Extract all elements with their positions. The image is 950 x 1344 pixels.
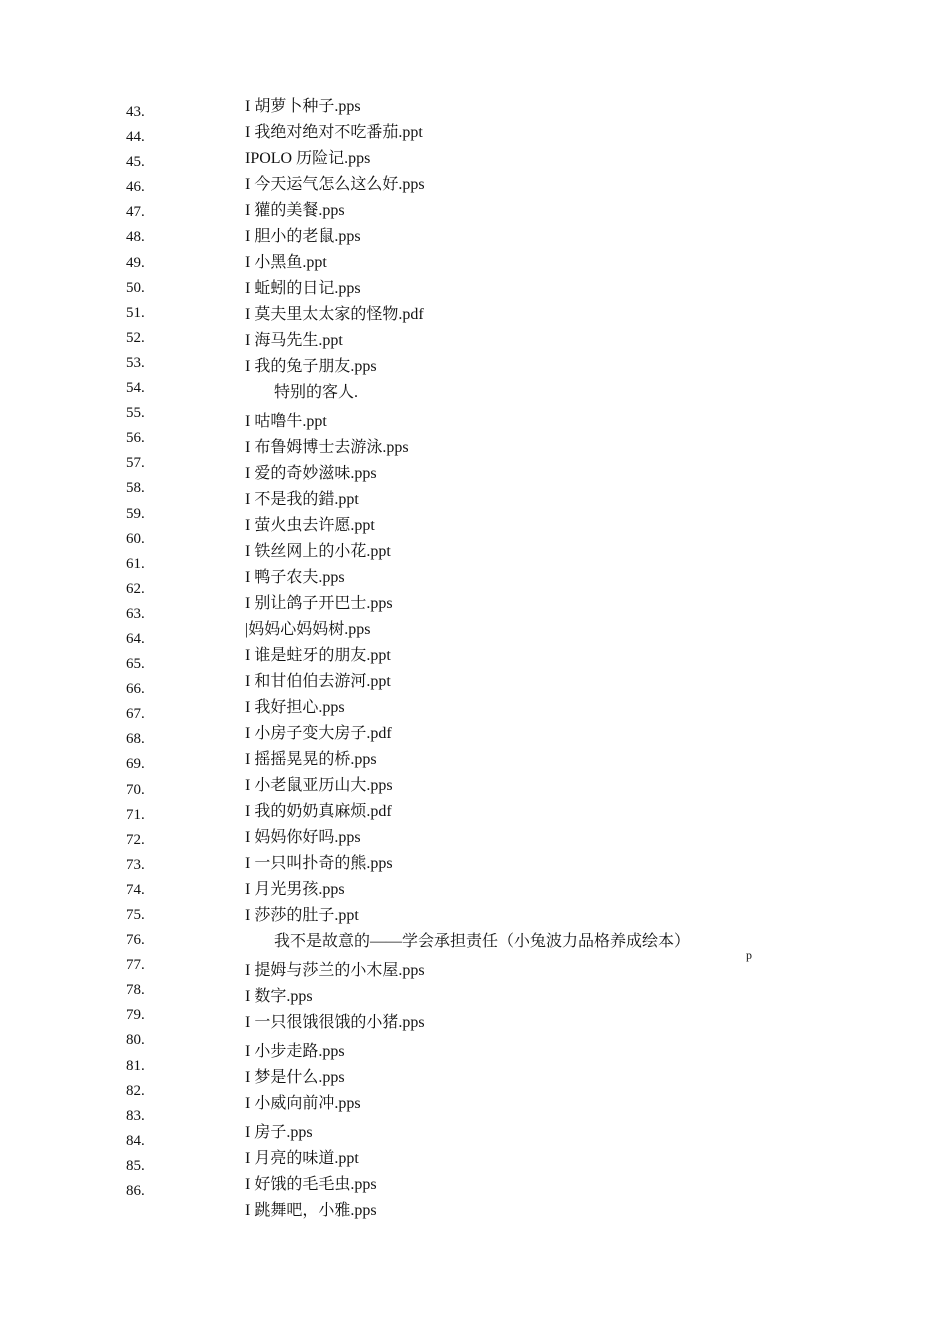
file-list: [245, 94, 725, 1224]
list-item: I 数字.pps: [245, 988, 313, 1005]
line-number: 75.: [126, 907, 145, 923]
line-number: 44.: [126, 129, 145, 146]
line-number: 70.: [126, 781, 145, 798]
list-item: I 海马先生.ppt: [245, 332, 343, 349]
list-item: I 不是我的錯.ppt: [245, 491, 359, 508]
line-number: 49.: [126, 254, 145, 271]
line-number: 64.: [126, 630, 145, 647]
line-number: 85.: [126, 1157, 145, 1174]
line-number: 69.: [126, 756, 145, 773]
list-item: I 鸭子农夫.pps: [245, 569, 345, 586]
line-number: 63.: [126, 605, 145, 622]
line-number: 65.: [126, 656, 145, 673]
line-number: 60.: [126, 530, 145, 547]
list-item: I 妈妈你好吗.pps: [245, 829, 361, 846]
list-item: I 和甘伯伯去游河.ppt: [245, 673, 391, 690]
line-number: 58.: [126, 480, 145, 497]
list-item: I 萤火虫去许愿.ppt: [245, 517, 375, 534]
list-item: I 我好担心.pps: [245, 699, 345, 716]
line-number: 47.: [126, 204, 145, 221]
list-item: I 房子.pps: [245, 1124, 313, 1141]
line-number: 61.: [126, 555, 145, 572]
line-number: 62.: [126, 580, 145, 597]
list-item: I 铁丝网上的小花.ppt: [245, 543, 391, 560]
list-item: I 一只叫扑奇的熊.pps: [245, 855, 393, 872]
line-number: 55.: [126, 405, 145, 422]
line-number: 68.: [126, 731, 145, 748]
list-item: I 跳舞吧，小雅.pps: [245, 1202, 377, 1219]
list-item: IPOLO 历险记.pps: [245, 150, 371, 167]
list-item: I 胆小的老鼠.pps: [245, 228, 361, 245]
list-item: I 一只很饿很饿的小猪.pps: [245, 1014, 425, 1031]
list-item: |妈妈心妈妈树.pps: [245, 621, 371, 638]
line-number: 46.: [126, 179, 145, 196]
list-item: I 胡萝卜种子.pps: [245, 98, 361, 115]
list-item: I 莎莎的肚子.ppt: [245, 907, 359, 924]
list-item: 我不是故意的——学会承担责任（小兔波力品格养成绘本）: [274, 933, 691, 950]
list-item: I 月光男孩.pps: [245, 881, 345, 898]
list-item: I 小老鼠亚历山大.pps: [245, 777, 393, 794]
list-item: I 提姆与莎兰的小木屋.pps: [245, 962, 425, 979]
line-number: 43.: [126, 104, 145, 120]
list-item: I 小黑鱼.ppt: [245, 254, 327, 271]
list-item: I 小房子变大房子.pdf: [245, 725, 392, 742]
line-number: 50.: [126, 279, 145, 296]
line-number: 66.: [126, 681, 145, 698]
list-item: I 我绝对绝对不吃番茄.ppt: [245, 124, 423, 141]
list-item: I 今天运气怎么这么好.pps: [245, 176, 425, 193]
line-number: 80.: [126, 1032, 145, 1049]
line-number: 79.: [126, 1007, 145, 1024]
line-number: 84.: [126, 1132, 145, 1149]
stray-mark: p: [746, 948, 752, 962]
list-item: I 谁是蛀牙的朋友.ppt: [245, 647, 391, 664]
list-item: I 摇摇晃晃的桥.pps: [245, 751, 377, 768]
line-number: 74.: [126, 881, 145, 898]
line-number: 59.: [126, 505, 145, 522]
line-number: 57.: [126, 455, 145, 472]
line-number: 45.: [126, 154, 145, 171]
list-item: I 布鲁姆博士去游泳.pps: [245, 439, 409, 456]
line-number: 77.: [126, 957, 145, 974]
line-number: 83.: [126, 1107, 145, 1124]
line-number: 73.: [126, 856, 145, 873]
line-number: 56.: [126, 430, 145, 447]
line-number: 67.: [126, 706, 145, 723]
line-number: 86.: [126, 1183, 145, 1200]
list-item: I 小步走路.pps: [245, 1043, 345, 1060]
line-number: 71.: [126, 806, 145, 823]
line-number: 82.: [126, 1082, 145, 1099]
line-number: 51.: [126, 304, 145, 321]
list-item: I 獾的美餐.pps: [245, 202, 345, 219]
line-number: 53.: [126, 354, 145, 371]
list-item: I 月亮的味道.ppt: [245, 1150, 359, 1167]
line-number: 76.: [126, 932, 145, 949]
list-item: I 好饿的毛毛虫.pps: [245, 1176, 377, 1193]
line-number: 52.: [126, 329, 145, 346]
list-item: I 我的奶奶真麻烦.pdf: [245, 803, 392, 820]
line-number: 78.: [126, 982, 145, 999]
list-item: I 爱的奇妙滋味.pps: [245, 465, 377, 482]
list-item: I 别让鸽子开巴士.pps: [245, 595, 393, 612]
list-item: I 咕噜牛.ppt: [245, 413, 327, 430]
list-item: I 蚯蚓的日记.pps: [245, 280, 361, 297]
line-number: 54.: [126, 380, 145, 397]
line-number: 72.: [126, 831, 145, 848]
line-number-column: [126, 100, 186, 1204]
list-item: I 梦是什么.pps: [245, 1069, 345, 1086]
list-item: I 莫夫里太太家的怪物.pdf: [245, 306, 424, 323]
line-number: 81.: [126, 1057, 145, 1074]
list-item: I 小威向前冲.pps: [245, 1095, 361, 1112]
line-number: 48.: [126, 229, 145, 246]
list-item: I 我的兔子朋友.pps: [245, 358, 377, 375]
list-item: 特别的客人.: [274, 384, 359, 401]
